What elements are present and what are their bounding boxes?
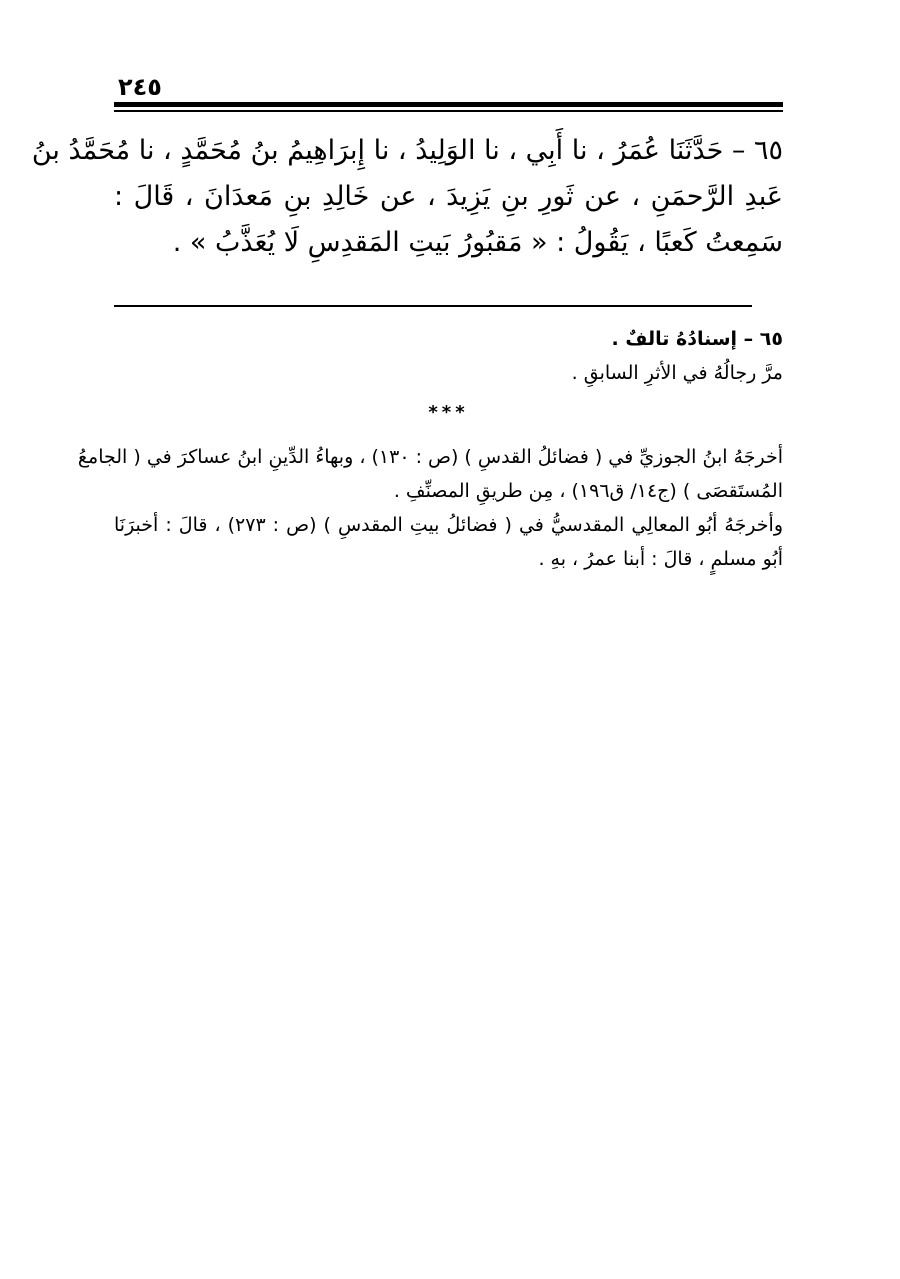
main-text-line: ٦٥ – حَدَّثَنَا عُمَرُ ، نا أَبِي ، نا الوَلِيدُ ، نا إِبرَاهِيمُ بنُ مُحَمَّدٍ ، نا مُحَمَّدُ بنُ: [31, 135, 783, 166]
page-number: ٢٤٥: [118, 73, 162, 101]
main-text-line: عَبدِ الرَّحمَنِ ، عن ثَورِ بنِ يَزِيدَ ، عن خَالِدِ بنِ مَعدَانَ ، قَالَ :: [114, 181, 783, 212]
footnote-narrators-line: مرَّ رجالُهُ في الأثرِ السابقِ .: [571, 362, 783, 384]
main-text: [31, 128, 783, 266]
footnote-title: ٦٥ – إسنادُهُ تالفٌ .: [611, 328, 783, 350]
asterisk-separator: ***: [428, 402, 469, 423]
footnote-takhrij-line: وأخرجَهُ أبُو المعالِي المقدسيُّ في ( فضائلُ بيتِ المقدسِ ) (ص : ٢٧٣) ، قالَ : أخبرَنَا: [114, 514, 783, 536]
footnote-rule: [114, 305, 752, 307]
header-rule-thin: [114, 110, 783, 112]
main-text-line: سَمِعتُ كَعبًا ، يَقُولُ : « مَقبُورُ بَيتِ المَقدِسِ لَا يُعَذَّبُ » .: [172, 227, 783, 258]
footnote-takhrij-line: أبُو مسلمٍ ، قالَ : أبنا عمرُ ، بهِ .: [538, 548, 783, 570]
footnote-takhrij-line: المُستَقصَى ) (ج١٤/ ق١٩٦) ، مِن طريقِ المصنِّفِ .: [393, 480, 783, 502]
footnotes: [77, 322, 783, 576]
footnote-takhrij-line: أخرجَهُ ابنُ الجوزيِّ في ( فضائلُ القدسِ ) (ص : ١٣٠) ، وبهاءُ الدِّينِ ابنُ عساكرَ في ( الجامعُ: [77, 446, 783, 468]
header-rule-thick: [114, 102, 783, 107]
